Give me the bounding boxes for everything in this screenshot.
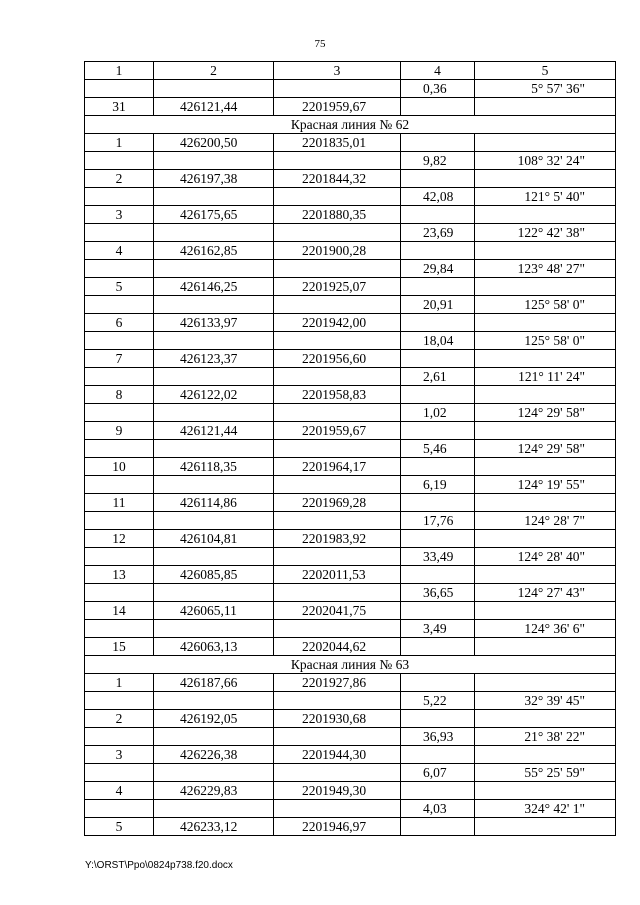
distance-cell [401,818,475,836]
x-coordinate-cell: 426233,12 [154,818,274,836]
point-number-cell [85,476,154,494]
x-coordinate-cell [154,728,274,746]
distance-cell [401,746,475,764]
file-path: Y:\ORST\Ppo\0824p738.f20.docx [85,860,233,871]
bearing-cell: 121° 11' 24" [475,368,616,386]
distance-cell: 20,91 [401,296,475,314]
distance-cell: 17,76 [401,512,475,530]
segment-row [85,80,616,98]
x-coordinate-cell: 426065,11 [154,602,274,620]
point-number-cell: 4 [85,242,154,260]
distance-cell: 6,07 [401,764,475,782]
y-coordinate-cell [274,728,401,746]
bearing-cell [475,134,616,152]
point-number-cell [85,296,154,314]
y-coordinate-cell: 2201949,30 [274,782,401,800]
point-number-cell [85,692,154,710]
segment-row [85,404,616,422]
bearing-cell: 125° 58' 0" [475,332,616,350]
point-number-cell: 6 [85,314,154,332]
bearing-cell: 124° 28' 40" [475,548,616,566]
y-coordinate-cell: 2201956,60 [274,350,401,368]
point-row [85,494,616,512]
y-coordinate-cell [274,260,401,278]
point-row [85,746,616,764]
distance-cell: 9,82 [401,152,475,170]
point-row [85,314,616,332]
x-coordinate-cell [154,332,274,350]
point-row [85,206,616,224]
y-coordinate-cell: 2201925,07 [274,278,401,296]
point-number-cell [85,152,154,170]
y-coordinate-cell [274,584,401,602]
point-number-cell [85,548,154,566]
segment-row [85,476,616,494]
distance-cell: 2,61 [401,368,475,386]
distance-cell [401,602,475,620]
bearing-cell [475,386,616,404]
distance-cell [401,638,475,656]
x-coordinate-cell [154,692,274,710]
distance-cell: 1,02 [401,404,475,422]
bearing-cell: 125° 58' 0" [475,296,616,314]
header-cell-bearing: 5 [475,62,616,80]
distance-cell [401,458,475,476]
x-coordinate-cell: 426104,81 [154,530,274,548]
segment-row [85,368,616,386]
point-number-cell: 11 [85,494,154,512]
point-number-cell [85,728,154,746]
distance-cell: 23,69 [401,224,475,242]
point-number-cell [85,260,154,278]
point-row [85,530,616,548]
point-row [85,818,616,836]
y-coordinate-cell [274,440,401,458]
distance-cell [401,566,475,584]
bearing-cell [475,314,616,332]
point-number-cell [85,584,154,602]
distance-cell: 3,49 [401,620,475,638]
y-coordinate-cell [274,332,401,350]
point-row [85,674,616,692]
y-coordinate-cell [274,368,401,386]
x-coordinate-cell [154,440,274,458]
point-number-cell: 4 [85,782,154,800]
point-number-cell: 15 [85,638,154,656]
distance-cell [401,206,475,224]
distance-cell [401,782,475,800]
bearing-cell [475,638,616,656]
segment-row [85,728,616,746]
y-coordinate-cell [274,296,401,314]
y-coordinate-cell [274,80,401,98]
point-number-cell: 31 [85,98,154,116]
section-title: Красная линия № 63 [85,656,616,674]
point-number-cell: 12 [85,530,154,548]
bearing-cell: 124° 29' 58" [475,440,616,458]
point-number-cell: 8 [85,386,154,404]
bearing-cell [475,206,616,224]
segment-row [85,332,616,350]
y-coordinate-cell [274,224,401,242]
y-coordinate-cell: 2201969,28 [274,494,401,512]
segment-row [85,692,616,710]
distance-cell [401,494,475,512]
distance-cell: 4,03 [401,800,475,818]
page-number: 75 [314,38,326,50]
bearing-cell [475,566,616,584]
point-number-cell [85,620,154,638]
point-number-cell [85,332,154,350]
bearing-cell [475,98,616,116]
x-coordinate-cell: 426122,02 [154,386,274,404]
x-coordinate-cell: 426175,65 [154,206,274,224]
distance-cell [401,170,475,188]
bearing-cell: 32° 39' 45" [475,692,616,710]
point-row [85,98,616,116]
header-cell-distance: 4 [401,62,475,80]
bearing-cell [475,602,616,620]
point-number-cell: 1 [85,674,154,692]
x-coordinate-cell: 426114,86 [154,494,274,512]
y-coordinate-cell: 2202011,53 [274,566,401,584]
y-coordinate-cell: 2201946,97 [274,818,401,836]
point-number-cell [85,80,154,98]
distance-cell [401,710,475,728]
distance-cell [401,98,475,116]
x-coordinate-cell [154,188,274,206]
x-coordinate-cell [154,548,274,566]
distance-cell [401,530,475,548]
bearing-cell: 55° 25' 59" [475,764,616,782]
y-coordinate-cell [274,512,401,530]
y-coordinate-cell: 2202044,62 [274,638,401,656]
y-coordinate-cell: 2201880,35 [274,206,401,224]
x-coordinate-cell: 426121,44 [154,422,274,440]
point-row [85,134,616,152]
bearing-cell: 121° 5' 40" [475,188,616,206]
point-number-cell [85,512,154,530]
point-row [85,170,616,188]
y-coordinate-cell: 2201835,01 [274,134,401,152]
coordinates-table [84,61,616,836]
y-coordinate-cell: 2201959,67 [274,422,401,440]
y-coordinate-cell [274,548,401,566]
y-coordinate-cell: 2201942,00 [274,314,401,332]
segment-row [85,260,616,278]
point-number-cell: 14 [85,602,154,620]
y-coordinate-cell: 2201944,30 [274,746,401,764]
bearing-cell [475,530,616,548]
segment-row [85,548,616,566]
bearing-cell: 124° 36' 6" [475,620,616,638]
distance-cell: 36,65 [401,584,475,602]
bearing-cell [475,746,616,764]
point-row [85,566,616,584]
point-number-cell [85,368,154,386]
header-cell-y: 3 [274,62,401,80]
distance-cell [401,134,475,152]
x-coordinate-cell [154,224,274,242]
y-coordinate-cell [274,404,401,422]
point-number-cell: 2 [85,710,154,728]
y-coordinate-cell: 2201959,67 [274,98,401,116]
point-number-cell [85,224,154,242]
distance-cell [401,386,475,404]
distance-cell: 33,49 [401,548,475,566]
bearing-cell [475,710,616,728]
distance-cell: 29,84 [401,260,475,278]
x-coordinate-cell [154,404,274,422]
bearing-cell: 123° 48' 27" [475,260,616,278]
distance-cell [401,350,475,368]
x-coordinate-cell: 426187,66 [154,674,274,692]
segment-row [85,296,616,314]
y-coordinate-cell: 2201927,86 [274,674,401,692]
distance-cell [401,674,475,692]
bearing-cell: 21° 38' 22" [475,728,616,746]
x-coordinate-cell: 426063,13 [154,638,274,656]
distance-cell: 18,04 [401,332,475,350]
point-row [85,602,616,620]
distance-cell: 42,08 [401,188,475,206]
bearing-cell: 124° 29' 58" [475,404,616,422]
y-coordinate-cell: 2201844,32 [274,170,401,188]
point-number-cell [85,800,154,818]
segment-row [85,800,616,818]
section-row [85,656,616,674]
distance-cell: 5,46 [401,440,475,458]
x-coordinate-cell: 426118,35 [154,458,274,476]
point-number-cell: 2 [85,170,154,188]
point-row [85,386,616,404]
distance-cell: 5,22 [401,692,475,710]
x-coordinate-cell: 426123,37 [154,350,274,368]
y-coordinate-cell: 2201964,17 [274,458,401,476]
x-coordinate-cell [154,260,274,278]
bearing-cell [475,782,616,800]
segment-row [85,764,616,782]
point-number-cell: 13 [85,566,154,584]
x-coordinate-cell [154,512,274,530]
segment-row [85,188,616,206]
bearing-cell: 124° 27' 43" [475,584,616,602]
table-header-row [85,62,616,80]
x-coordinate-cell: 426200,50 [154,134,274,152]
x-coordinate-cell: 426192,05 [154,710,274,728]
point-number-cell [85,764,154,782]
bearing-cell: 5° 57' 36" [475,80,616,98]
distance-cell: 36,93 [401,728,475,746]
table-body [85,62,616,836]
point-row [85,278,616,296]
x-coordinate-cell [154,368,274,386]
x-coordinate-cell: 426226,38 [154,746,274,764]
point-row [85,350,616,368]
point-number-cell: 5 [85,818,154,836]
point-number-cell: 7 [85,350,154,368]
point-number-cell: 1 [85,134,154,152]
x-coordinate-cell [154,296,274,314]
x-coordinate-cell [154,584,274,602]
point-row [85,638,616,656]
bearing-cell [475,458,616,476]
x-coordinate-cell: 426085,85 [154,566,274,584]
y-coordinate-cell [274,692,401,710]
x-coordinate-cell: 426162,85 [154,242,274,260]
segment-row [85,152,616,170]
x-coordinate-cell [154,764,274,782]
bearing-cell: 124° 19' 55" [475,476,616,494]
y-coordinate-cell [274,476,401,494]
y-coordinate-cell: 2201930,68 [274,710,401,728]
segment-row [85,512,616,530]
x-coordinate-cell [154,476,274,494]
distance-cell: 6,19 [401,476,475,494]
point-number-cell: 9 [85,422,154,440]
y-coordinate-cell [274,188,401,206]
point-number-cell: 3 [85,746,154,764]
distance-cell [401,278,475,296]
bearing-cell: 108° 32' 24" [475,152,616,170]
section-title: Красная линия № 62 [85,116,616,134]
distance-cell [401,422,475,440]
distance-cell: 0,36 [401,80,475,98]
header-cell-x: 2 [154,62,274,80]
y-coordinate-cell [274,764,401,782]
point-number-cell [85,188,154,206]
bearing-cell [475,242,616,260]
segment-row [85,584,616,602]
bearing-cell [475,494,616,512]
section-row [85,116,616,134]
point-number-cell: 5 [85,278,154,296]
bearing-cell: 124° 28' 7" [475,512,616,530]
bearing-cell [475,422,616,440]
bearing-cell [475,278,616,296]
bearing-cell [475,674,616,692]
point-row [85,242,616,260]
point-number-cell [85,404,154,422]
y-coordinate-cell: 2201900,28 [274,242,401,260]
x-coordinate-cell: 426146,25 [154,278,274,296]
y-coordinate-cell [274,620,401,638]
y-coordinate-cell: 2202041,75 [274,602,401,620]
bearing-cell [475,818,616,836]
point-number-cell: 10 [85,458,154,476]
distance-cell [401,242,475,260]
x-coordinate-cell [154,80,274,98]
x-coordinate-cell [154,800,274,818]
y-coordinate-cell [274,800,401,818]
segment-row [85,440,616,458]
x-coordinate-cell [154,152,274,170]
y-coordinate-cell: 2201958,83 [274,386,401,404]
bearing-cell [475,170,616,188]
point-row [85,782,616,800]
segment-row [85,620,616,638]
distance-cell [401,314,475,332]
y-coordinate-cell: 2201983,92 [274,530,401,548]
x-coordinate-cell: 426121,44 [154,98,274,116]
point-row [85,710,616,728]
x-coordinate-cell: 426229,83 [154,782,274,800]
segment-row [85,224,616,242]
x-coordinate-cell: 426197,38 [154,170,274,188]
y-coordinate-cell [274,152,401,170]
x-coordinate-cell [154,620,274,638]
header-cell-point: 1 [85,62,154,80]
point-row [85,422,616,440]
point-row [85,458,616,476]
x-coordinate-cell: 426133,97 [154,314,274,332]
bearing-cell: 122° 42' 38" [475,224,616,242]
bearing-cell [475,350,616,368]
bearing-cell: 324° 42' 1" [475,800,616,818]
point-number-cell [85,440,154,458]
point-number-cell: 3 [85,206,154,224]
